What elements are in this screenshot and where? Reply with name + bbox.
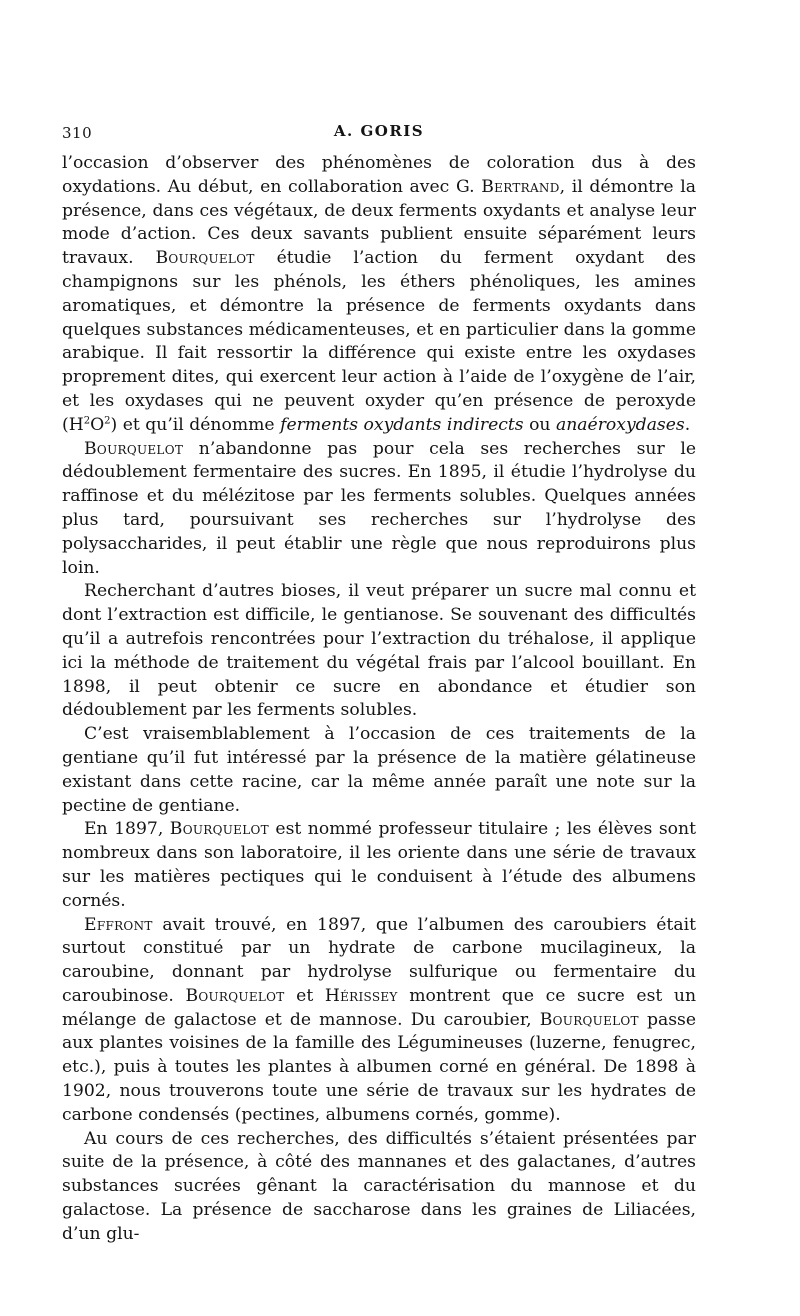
- text-run: passe aux plantes voisines de la famille des Légumineuses (luzerne, fenugrec, etc.), puis à toutes les plantes à albumen corné en général. De 1898 à 1902, nous trouverons toute une série de travaux sur les hydrates de carbone condensés (pectines, albumens cornés, gomme).: [62, 1009, 697, 1125]
- paragraph-6: [62, 914, 696, 1128]
- page-number: 310: [62, 124, 93, 142]
- author-name: Bertrand: [481, 176, 560, 197]
- author-name: Hérissey: [324, 985, 398, 1006]
- text-run: est nommé professeur titulaire ; les élèves sont nombreux dans son laboratoire, il les oriente dans une série de travaux sur les matières pectiques qui le conduisent à l’étude des albumens cornés.: [62, 819, 696, 911]
- italic-term: anaéroxydases: [555, 414, 685, 435]
- running-title: A. GORIS: [333, 122, 425, 140]
- text-run: n’abandonne pas pour cela ses recherches sur le dédoublement fermentaire des sucres. En 1895, il étudie l’hydrolyse du raffinose et du mélézitose par les ferments solubles. Quelques années plus tard, poursuivant ses recherches sur l’hydrolyse des polysaccharides, il peut établir une règle que nous reproduirons plus loin.: [62, 438, 696, 578]
- text-run: O: [90, 414, 105, 435]
- text-run: étudie l’action du ferment oxydant des champignons sur les phénols, les éthers phénoliques, les amines aromatiques, et démontre la présence de ferments oxydants dans quelques substances médicamenteuses, et en particulier dans la gomme arabique. Il fait ressortir la différence qui existe entre les oxydases proprement dites, qui exercent leur action à l’aide de l’oxygène de l’air, et les oxydases qui ne peuvent oxyder qu’en présence de peroxyde (H: [62, 248, 696, 435]
- author-name: Effront: [84, 914, 153, 935]
- paragraph-4: C’est vraisemblablement à l’occasion de ces traitements de la gentiane qu’il fut intéressé par la présence de la matière gélatineuse existant dans cette racine, car la même année paraît une note sur la pectine de gentiane.: [62, 724, 696, 816]
- running-header: [62, 120, 696, 146]
- text-run: En 1897,: [84, 819, 170, 840]
- author-name: Bourquelot: [84, 438, 184, 459]
- paragraph-7: Au cours de ces recherches, des difficultés s’étaient présentées par suite de la présence, à côté des mannanes et des galactanes, d’autres substances sucrées gênant la caractérisation du mannose et du galactose. La présence de saccharose dans les graines de Liliacées, d’un glu-: [62, 1128, 696, 1244]
- italic-term: ferments oxydants indirects: [280, 414, 524, 435]
- text-run: , il démontre la présence, dans ces végétaux, de deux ferments oxydants et analyse leur mode d’action. Ces deux savants publient ensuite séparément leurs travaux.: [62, 176, 696, 269]
- author-name: Bourquelot: [169, 819, 269, 840]
- author-name: Bourquelot: [155, 248, 255, 269]
- paragraph-2: [62, 438, 696, 581]
- paragraph-1: [62, 152, 696, 438]
- text-run: avait trouvé, en 1897, que l’albumen des caroubiers était surtout constitué par un hydrate de carbone mucilagineux, la caroubine, donnant par hydrolyse sulfurique ou fermentaire du caroubinose.: [62, 914, 696, 1006]
- author-name: Bourquelot: [185, 985, 285, 1006]
- text-run: .: [684, 414, 691, 435]
- superscript: 2: [83, 415, 91, 427]
- paragraph-5: [62, 818, 696, 913]
- author-name: Bourquelot: [539, 1009, 639, 1030]
- text-run: montrent que ce sucre est un mélange de galactose et de mannose. Du caroubier,: [62, 985, 697, 1030]
- superscript: 2: [104, 415, 111, 427]
- text-run: et: [284, 985, 325, 1006]
- paragraph-3: Recherchant d’autres bioses, il veut préparer un sucre mal connu et dont l’extraction est difficile, le gentianose. Se souvenant des difficultés qu’il a autrefois rencontrées pour l’extraction du tréhalose, il applique ici la méthode de traitement du végétal frais par l’alcool bouillant. En 1898, il peut obtenir ce sucre en abondance et étudier son dédoublement par les ferments solubles.: [62, 581, 696, 721]
- document-page: [62, 120, 696, 1247]
- text-run: l’occasion d’observer des phénomènes de coloration dus à des oxydations. Au début, en collaboration avec G.: [62, 153, 696, 197]
- text-run: ) et qu’il dénomme: [110, 414, 281, 435]
- text-run: ou: [523, 414, 556, 435]
